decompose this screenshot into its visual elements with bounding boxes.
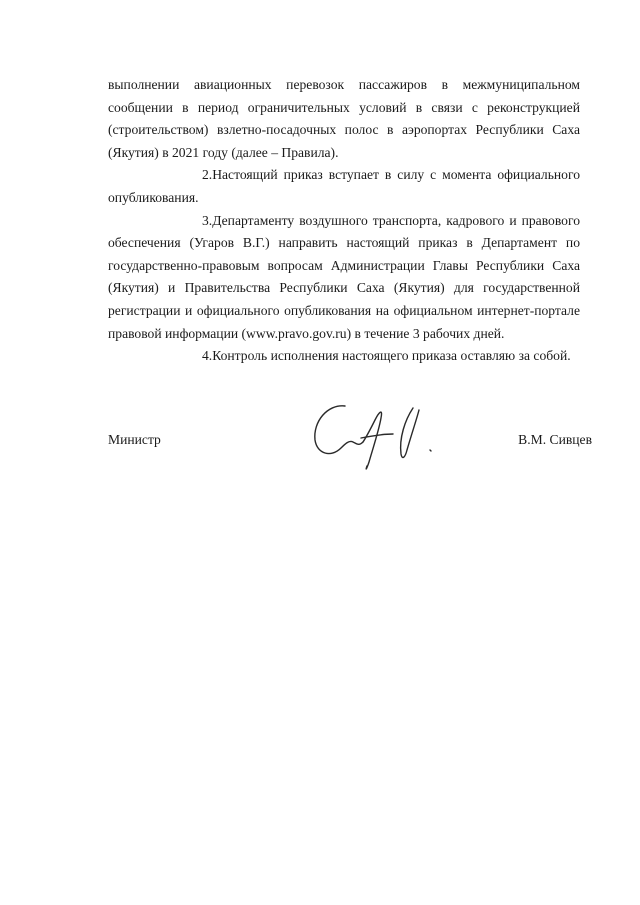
paragraph-continuation: выполнении авиационных перевозок пассажиров в межмуниципальном сообщении в период ограничительных условий в связи с реконструкцией (строительством) взлетно-посадочных полос в аэропортах Республики Саха (Якутия) в 2021 году (далее – Правила).: [108, 77, 580, 160]
paragraph-item-2: [108, 164, 580, 209]
signatory-name: В.М. Сивцев: [518, 432, 592, 447]
item-number: 2.: [202, 167, 213, 183]
paragraph-item-4: [108, 345, 580, 368]
item-number: 4.: [202, 348, 213, 364]
item-text: Контроль исполнения настоящего приказа оставляю за собой.: [212, 348, 571, 364]
paragraph-item-3: [108, 210, 580, 346]
handwritten-signature: [305, 398, 445, 478]
item-text: Департаменту воздушного транспорта, кадрового и правового обеспечения (Угаров В.Г.) направить настоящий приказ в Департамент по государственно-правовым вопросам Администрации Главы Республики Саха (Якутия) и Правительства Республики Саха (Якутия) для государственной регистрации и официального опубликования на официальном интернет-портале правовой информации (www.pravo.gov.ru) в течение 3 рабочих дней.: [108, 212, 580, 341]
item-text: Настоящий приказ вступает в силу с момента официального опубликования.: [108, 167, 580, 205]
document-body: [108, 74, 580, 368]
item-number: 3.: [202, 212, 213, 228]
signatory-title: Министр: [108, 432, 161, 447]
